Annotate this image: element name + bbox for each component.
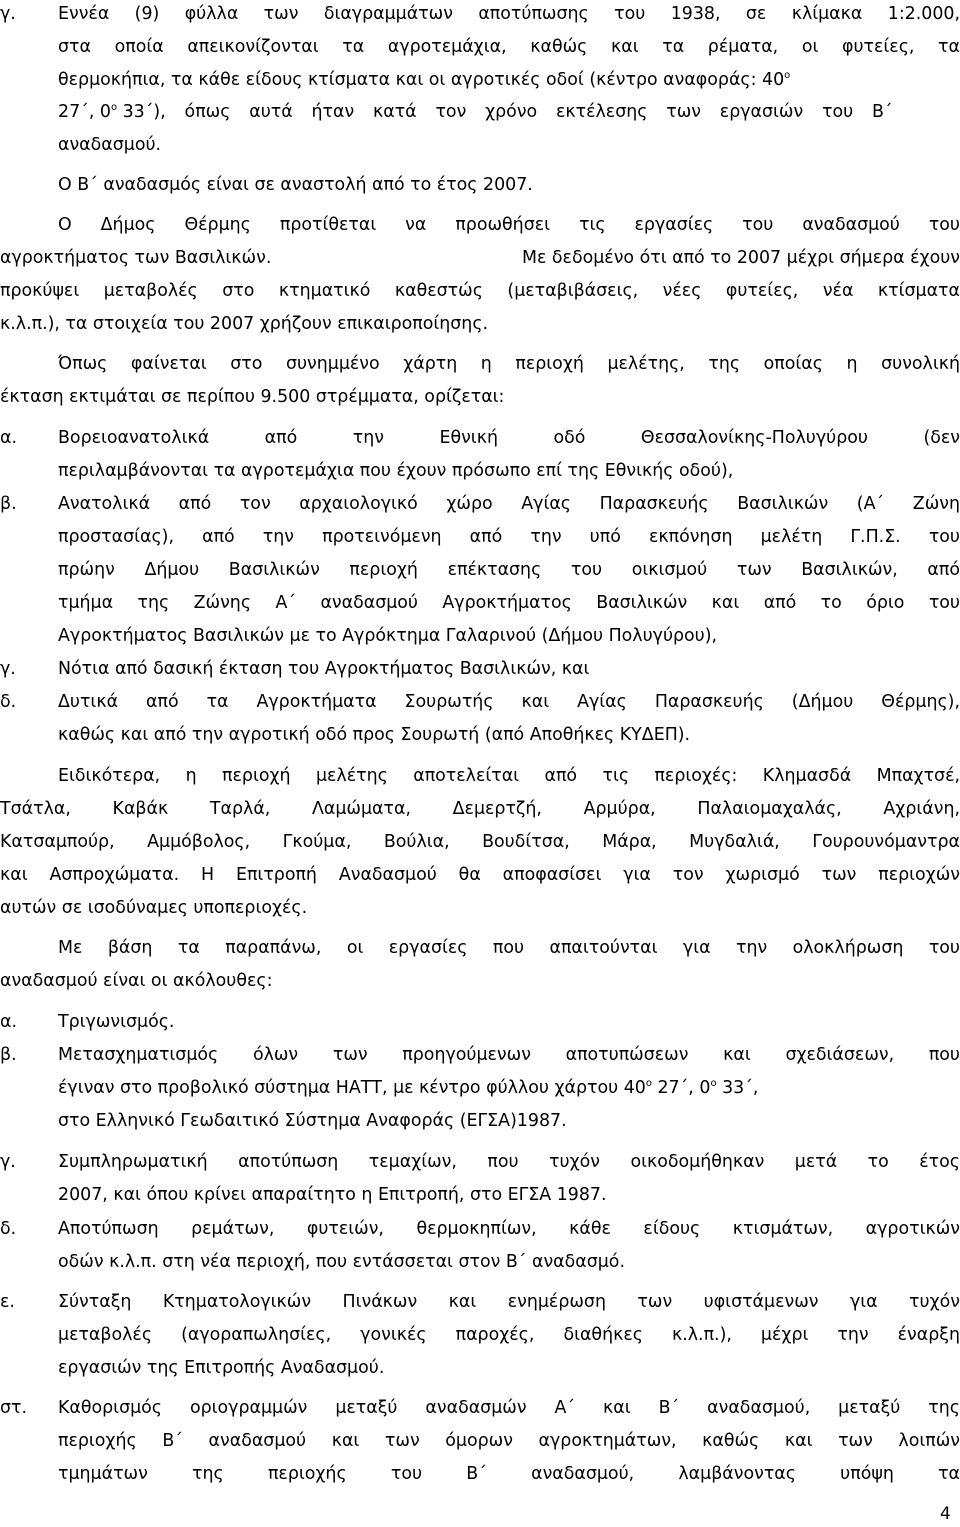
text-line: αναδασμού είναι οι ακόλουθες: [0,971,273,991]
list-label: στ. [0,1398,28,1418]
text-line: μεταβολές (αγοραπωλησίες, γονικές παροχές, διαθήκες κ.λ.π.), μέχρι την έναρξη [58,1325,960,1345]
text-line: Τσάτλα, Καβάκ Ταρλά, Λαμώματα, Δεμερτζή, Αρμύρα, Παλαιομαχαλάς, Αχριάνη, [0,799,960,819]
text-segment: θερμοκήπια, τα κάθε είδους κτίσματα και οι αγροτικές οδοί (κέντρο αναφοράς: 40 [58,70,785,90]
text-line: Κατσαμπούρ, Αμμόβολος, Γκούμα, Βούλια, Βουδίτσα, Μάρα, Μυγδαλιά, Γουρουνόμαντρα [0,832,960,852]
list-label: ε. [0,1292,15,1312]
text-line: οδών κ.λ.π. στη νέα περιοχή, που εντάσσεται στον Β΄ αναδασμό. [58,1252,625,1272]
text-line: Μετασχηματισμός όλων των προηγούμενων αποτυπώσεων και σχεδιάσεων, που [58,1045,960,1065]
text-line: αναδασμού. [58,135,162,155]
paragraph: Ο Β΄ αναδασμός είναι σε αναστολή από το έτος 2007. [58,175,533,195]
list-label: γ. [0,1152,16,1172]
list-label: γ. [0,659,16,679]
text-line: Νότια από δασική έκταση του Αγροκτήματος Βασιλικών, και [58,659,590,679]
degree-mark: ο [110,102,118,114]
text-segment: 33΄, [722,1078,759,1098]
text-line: προκύψει μεταβολές στο κτηματικό καθεστώς (μεταβιβάσεις, νέες φυτείες, νέα κτίσματα [0,281,960,301]
text-line: 2007, και όπου κρίνει απαραίτητο η Επιτροπή, στο ΕΓΣΑ 1987. [58,1185,607,1205]
text-line: περιοχής Β΄ αναδασμού και των όμορων αγροκτημάτων, καθώς και των λοιπών [58,1431,960,1451]
text-segment: Με δεδομένο ότι από το 2007 μέχρι σήμερα έχουν [521,248,960,268]
text-line: στο Ελληνικό Γεωδαιτικό Σύστημα Αναφοράς (ΕΓΣΑ)1987. [58,1111,567,1131]
list-label: β. [0,494,17,514]
text-line: Δυτικά από τα Αγροκτήματα Σουρωτής και Αγίας Παρασκευής (Δήμου Θέρμης), [58,692,960,712]
text-line: έκταση εκτιμάται σε περίπου 9.500 στρέμματα, ορίζεται: [0,387,505,407]
text-line: Όπως φαίνεται στο συνημμένο χάρτη η περιοχή μελέτης, της οποίας η συνολική [58,354,960,374]
text-line [58,101,960,123]
list-label: δ. [0,1219,17,1239]
text-line: Βορειοανατολικά από την Εθνική οδό Θεσσαλονίκης-Πολυγύρου (δεν [58,428,960,448]
text-line: τμήμα της Ζώνης Α΄ αναδασμού Αγροκτήματος Βασιλικών και από το όριο του [58,593,960,613]
text-line: Ειδικότερα, η περιοχή μελέτης αποτελείται από τις περιοχές: Κλημασδά Μπαχτσέ, [58,766,960,786]
degree-mark: ο [710,1078,717,1090]
text-line: Εννέα (9) φύλλα των διαγραμμάτων αποτύπωσης του 1938, σε κλίμακα 1:2.000, [58,4,960,24]
degree-mark: ο [645,1078,652,1090]
page-number: 4 [940,1504,951,1524]
text-line: Σύνταξη Κτηματολογικών Πινάκων και ενημέρωση των υφιστάμενων για τυχόν [58,1292,960,1312]
text-segment: 27΄, 0 [657,1078,711,1098]
list-label: γ. [0,4,16,24]
text-line: Ανατολικά από τον αρχαιολογικό χώρο Αγίας Παρασκευής Βασιλικών (Α΄ Ζώνη [58,494,960,514]
text-line [58,69,960,91]
text-line [58,1077,960,1099]
text-line: Καθορισμός οριογραμμών μεταξύ αναδασμών Α΄ και Β΄ αναδασμού, μεταξύ της [58,1398,960,1418]
text-line: αυτών σε ισοδύναμες υποπεριοχές. [0,898,308,918]
text-line: κ.λ.π.), τα στοιχεία του 2007 χρήζουν επικαιροποίησης. [0,314,489,334]
list-label: β. [0,1045,17,1065]
text-segment: 33΄), όπως αυτά ήταν κατά τον χρόνο εκτέλεσης των εργασιών του Β΄ [122,102,893,122]
text-line: προστασίας), από την προτεινόμενη από την υπό εκπόνηση μελέτη Γ.Π.Σ. του [58,527,960,547]
text-line: Αγροκτήματος Βασιλικών με το Αγρόκτημα Γαλαρινού (Δήμου Πολυγύρου), [58,626,718,646]
text-line: τμημάτων της περιοχής του Β΄ αναδασμού, λαμβάνοντας υπόψη τα [58,1464,960,1484]
text-line: Συμπληρωματική αποτύπωση τεμαχίων, που τυχόν οικοδομήθηκαν μετά το έτος [58,1152,960,1172]
text-line: Με βάση τα παραπάνω, οι εργασίες που απαιτούνται για την ολοκλήρωση του [58,938,960,958]
text-line: στα οποία απεικονίζονται τα αγροτεμάχια, καθώς και τα ρέματα, οι φυτείες, τα [58,37,960,57]
text-line: περιλαμβάνονται τα αγροτεμάχια που έχουν πρόσωπο επί της Εθνικής οδού), [58,461,734,481]
text-line [0,247,960,269]
text-line: Ο Δήμος Θέρμης προτίθεται να προωθήσει τις εργασίες του αναδασμού του [58,215,960,235]
list-label: α. [0,428,17,448]
text-line: Αποτύπωση ρεμάτων, φυτειών, θερμοκηπίων, κάθε είδους κτισμάτων, αγροτικών [58,1219,960,1239]
text-segment: αγροκτήματος των Βασιλικών. [0,248,272,268]
text-line: εργασιών της Επιτροπής Αναδασμού. [58,1358,385,1378]
degree-mark: ο [784,70,791,82]
list-label: δ. [0,692,17,712]
text-line: και Ασπροχώματα. Η Επιτροπή Αναδασμού θα αποφασίσει για τον χωρισμό των περιοχών [0,865,960,885]
list-label: α. [0,1012,17,1032]
text-line: Τριγωνισμός. [58,1012,175,1032]
text-line: πρώην Δήμου Βασιλικών περιοχή επέκτασης του οικισμού των Βασιλικών, από [58,560,960,580]
text-line: καθώς και από την αγροτική οδό προς Σουρωτή (από Αποθήκες ΚΥΔΕΠ). [58,725,691,745]
text-segment: 27΄, 0 [58,102,111,122]
text-segment: έγιναν στο προβολικό σύστημα ΗΑΤΤ, με κέντρο φύλλου χάρτου 40 [58,1078,646,1098]
